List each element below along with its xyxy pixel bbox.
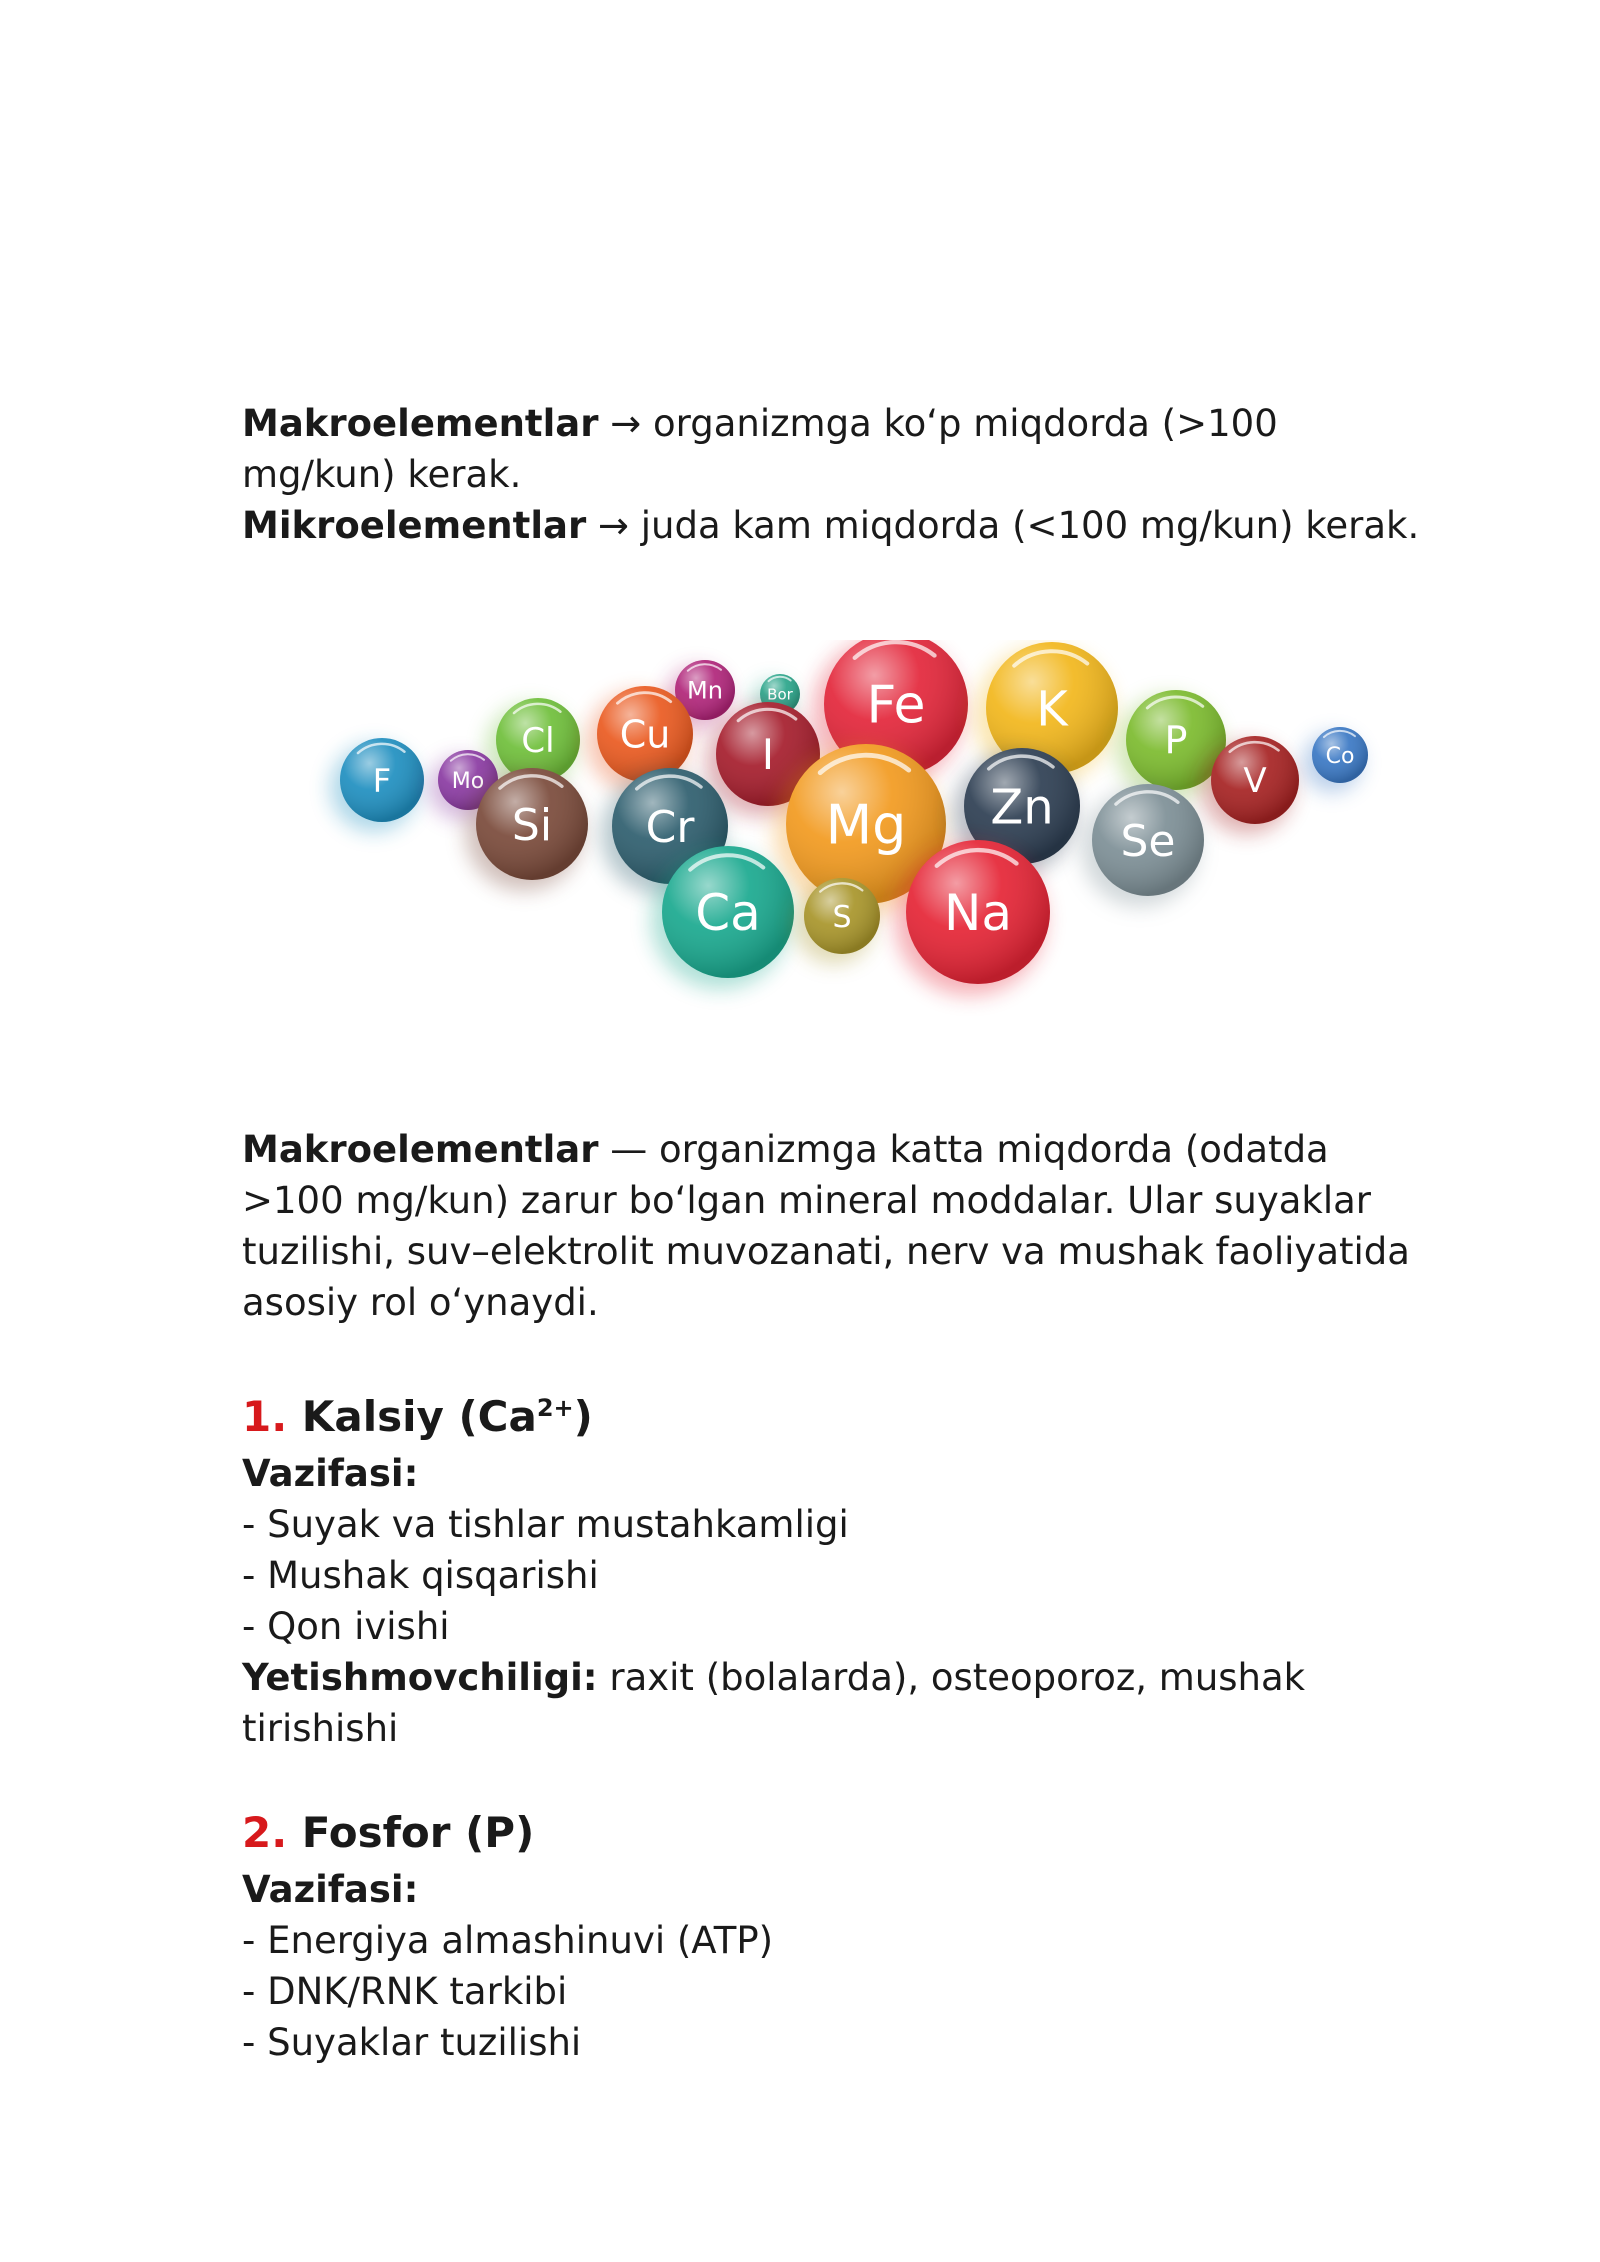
- list-item: - Suyak va tishlar mustahkamligi: [242, 1503, 849, 1546]
- list-item: - Energiya almashinuvi (ATP): [242, 1919, 774, 1962]
- list-item: - Suyaklar tuzilishi: [242, 2021, 582, 2064]
- section-number: 2.: [242, 1808, 288, 1857]
- deficiency-text: raxit (bolalarda), osteoporoz, mushak: [597, 1656, 1306, 1699]
- calcium-deficiency-line: [242, 1652, 1305, 1703]
- section-title-end: ): [573, 1392, 593, 1441]
- mikro-text: → juda kam miqdorda (<100 mg/kun) kerak.: [586, 504, 1420, 547]
- calcium-deficiency-line-2: tirishishi: [242, 1707, 399, 1750]
- section-title: Fosfor (P): [287, 1808, 535, 1857]
- element-symbol-label: Si: [511, 799, 553, 851]
- definition-text-1: — organizmga katta miqdorda (odatda: [598, 1128, 1329, 1171]
- intro-makro-line-1: [242, 398, 1278, 449]
- list-item: - Qon ivishi: [242, 1605, 450, 1648]
- makro-term: Makroelementlar: [242, 402, 599, 445]
- element-symbol-label: Bor: [767, 685, 793, 704]
- definition-term: Makroelementlar: [242, 1128, 599, 1171]
- element-symbol-label: Cr: [645, 801, 695, 853]
- section-heading-phosphorus: [242, 1805, 534, 1861]
- section-title: Kalsiy (Ca: [287, 1392, 537, 1441]
- definition-line-1: [242, 1124, 1329, 1175]
- definition-line-3: tuzilishi, suv–elektrolit muvozanati, nerv va mushak faoliyatida: [242, 1230, 1410, 1273]
- element-symbol-label: Na: [943, 884, 1013, 942]
- element-symbol-label: Mo: [451, 768, 485, 794]
- element-symbol-label: P: [1164, 718, 1188, 763]
- calcium-function-label: Vazifasi:: [242, 1452, 419, 1495]
- section-heading-calcium: [242, 1389, 593, 1445]
- element-bubble-se: [1081, 784, 1204, 907]
- makro-text-1: → organizmga ko‘p miqdorda (>100: [598, 402, 1278, 445]
- element-bubble-f: [330, 738, 424, 832]
- intro-mikro-line: [242, 500, 1419, 551]
- deficiency-label: Yetishmovchiligi:: [242, 1656, 598, 1699]
- definition-line-4: asosiy rol o‘ynaydi.: [242, 1281, 599, 1324]
- section-title-superscript: 2+: [536, 1394, 574, 1422]
- element-symbol-label: Mg: [825, 793, 907, 857]
- element-symbol-label: I: [761, 730, 775, 780]
- definition-line-2: >100 mg/kun) zarur bo‘lgan mineral moddalar. Ular suyaklar: [242, 1179, 1372, 1222]
- mikro-term: Mikroelementlar: [242, 504, 587, 547]
- element-bubble-co: [1303, 727, 1368, 792]
- element-symbol-label: Cu: [619, 712, 671, 757]
- element-symbol-label: Co: [1325, 743, 1355, 769]
- element-symbol-label: Mn: [687, 676, 723, 705]
- element-symbol-label: S: [832, 899, 852, 935]
- elements-bubble-illustration: [300, 640, 1400, 1020]
- element-symbol-label: F: [372, 761, 392, 800]
- element-symbol-label: K: [1036, 681, 1068, 738]
- element-symbol-label: Fe: [866, 675, 926, 736]
- list-item: - Mushak qisqarishi: [242, 1554, 599, 1597]
- element-symbol-label: Se: [1120, 815, 1176, 867]
- list-item: - DNK/RNK tarkibi: [242, 1970, 568, 2013]
- section-number: 1.: [242, 1392, 288, 1441]
- phosphorus-function-label: Vazifasi:: [242, 1868, 419, 1911]
- element-symbol-label: Zn: [990, 779, 1054, 836]
- intro-makro-line-2: mg/kun) kerak.: [242, 453, 522, 496]
- element-symbol-label: V: [1243, 761, 1267, 802]
- element-symbol-label: Cl: [521, 721, 555, 762]
- element-symbol-label: Ca: [695, 884, 761, 942]
